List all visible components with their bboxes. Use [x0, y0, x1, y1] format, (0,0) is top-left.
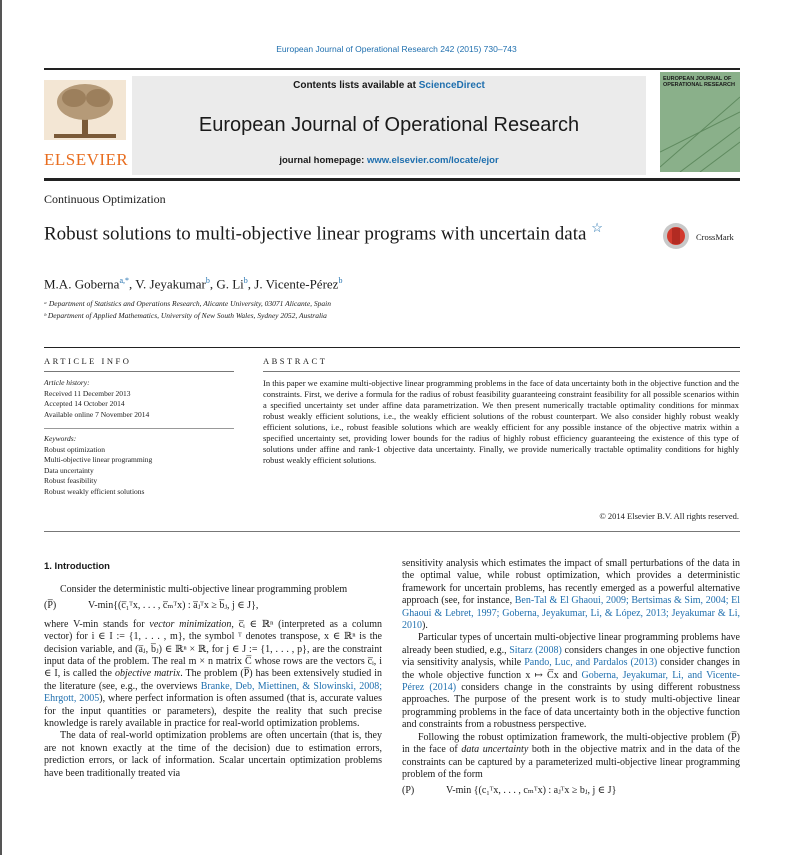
abstract-bottom-rule	[44, 531, 740, 532]
emphasis: objective matrix	[114, 668, 181, 680]
text-run: considers change in the constraints by using different robustness approaches. The purpose of the present work is to study multi-objective linear programming problems in the face of data uncertainty both in the objective function and constraints from a robustness perspective.	[402, 682, 740, 731]
body-column-right	[402, 558, 740, 804]
introduction-heading: 1. Introduction	[44, 561, 110, 572]
contents-line	[132, 80, 646, 91]
author-sep: ,	[129, 276, 136, 292]
header-bottom-rule	[44, 178, 740, 181]
author-affil-sup[interactable]: a,*	[119, 276, 130, 285]
author-name[interactable]: V. Jeyakumar	[135, 276, 206, 292]
paragraph: Consider the deterministic multi-objective linear programming problem	[60, 584, 348, 595]
keywords-divider	[44, 428, 234, 429]
keyword-item: Multi-objective linear programming	[44, 455, 153, 464]
equation-pbar	[44, 600, 382, 612]
keyword-item: Data uncertainty	[44, 465, 94, 475]
homepage-line	[132, 155, 646, 166]
text-run: where V-min stands for	[44, 618, 150, 630]
keyword-item: Robust feasibility	[44, 476, 98, 485]
text-run: . The problem (P̅) has been extensively studied in the literature (see, e.g., the overviews	[44, 668, 382, 692]
emphasis: data uncertainty	[461, 744, 529, 756]
keyword-item: Robust optimization	[44, 444, 106, 454]
text-run: sensitivity analysis which estimates the impact of small perturbations of the data in the optimal value, while robust optimization, which provides a deterministic framework for uncertain problems, has recently emerged as a powerful alternative approach (see, for instance,	[402, 558, 740, 607]
abstract-text: In this paper we examine multi-objective linear programming problems in the face of data uncertainty both in the objective function and the constraints. First, we derive a formula for the radius of robust feasibility guaranteeing constraint feasibility for all possible scenarios within a specified uncertainty set under affine data parametrization. We then present numerically tractable optimality conditions for minmax robust weakly efficient solutions, i.e., the weakly efficient solutions of the robust counterpart. We also consider highly robust weakly efficient solutions, i.e., robust feasible solutions which are weakly efficient for any possible instance of the objective matrix within a specified uncertainty set, providing lower bounds for the radius of highly robust efficiency guaranteeing the existence of this type of solutions under affine and rank-1 objective data uncertainty. Finally, we provide numerically tractable optimality conditions for highly robust weakly efficient solutions.	[263, 378, 739, 465]
info-divider	[44, 371, 234, 372]
article-history	[44, 378, 234, 420]
article-title	[44, 216, 614, 245]
affiliation-a: ᵃ Department of Statistics and Operations Research, Alicante University, 03071 Alicante, Spain	[44, 299, 331, 308]
paragraph	[44, 619, 382, 731]
history-received: Received 11 December 2013	[44, 388, 131, 398]
author-sep: ,	[209, 276, 217, 292]
abstract-heading: ABSTRACT	[263, 356, 328, 366]
author-sep: ,	[247, 276, 255, 292]
author-name[interactable]: J. Vicente-Pérez	[254, 276, 339, 292]
equation-label: (P̅)	[44, 600, 57, 612]
paragraph	[402, 558, 740, 632]
citation-link[interactable]: Pando, Luc, and Pardalos (2013)	[524, 657, 658, 669]
article-info-heading: ARTICLE INFO	[44, 356, 132, 366]
author-list	[44, 276, 342, 292]
title-star-footnote[interactable]: ☆	[591, 220, 603, 235]
keywords-label: Keywords:	[44, 434, 77, 443]
page-edge	[0, 0, 2, 855]
citation-link[interactable]: Ben-Tal & El Ghaoui, 2009; Bertsimas & Sim, 2004; El Ghaoui & Lebret, 1997; Goberna, Jeyakumar, Li, & López, 2013; Jeyakumar & Li, 2010	[402, 595, 740, 632]
paragraph	[402, 632, 740, 731]
contents-prefix: Contents lists available at	[293, 80, 419, 91]
top-rule	[44, 68, 740, 70]
text-run: both in the objective matrix and in the data of the constraints can be captured by a parameterized multi-objective linear programming problem of the form	[402, 744, 740, 780]
paragraph	[402, 732, 740, 782]
text-run: consider changes in the whole objective function x ↦ C̅x and	[402, 657, 740, 681]
elsevier-wordmark: ELSEVIER	[44, 150, 129, 169]
author-affil-sup[interactable]: b	[205, 276, 210, 285]
text-run: Following the robust optimization framework, the multi-objective problem (P̅) in the face of	[402, 731, 740, 756]
equation-label: (P)	[402, 785, 415, 797]
author-name[interactable]: M.A. Goberna	[44, 276, 120, 292]
info-top-rule	[44, 347, 740, 348]
homepage-link[interactable]: www.elsevier.com/locate/ejor	[366, 155, 499, 166]
text-run: Particular types of uncertain multi-objective linear programming problems have already been studied, e.g.,	[402, 632, 740, 656]
homepage-prefix: journal homepage:	[279, 155, 367, 166]
keywords	[44, 434, 234, 497]
copyright: © 2014 Elsevier B.V. All rights reserved.	[599, 511, 739, 521]
text-run: ), where perfect information is often assumed (that is, accurate values for the input quantities or parameters), despite the reality that such precise knowledge is rarely available in practice for real-world optimization problems.	[44, 693, 382, 730]
keyword-item: Robust weakly efficient solutions	[44, 486, 145, 496]
journal-title: European Journal of Operational Research	[198, 114, 580, 136]
history-label: Article history:	[44, 378, 90, 387]
citation-link[interactable]: Goberna, Jeyakumar, Li, and Vicente-Pérez (2014)	[402, 669, 740, 694]
equation-p	[402, 785, 740, 797]
citation-link[interactable]: Sitarz (2008)	[509, 644, 562, 656]
author-affil-sup[interactable]: b	[243, 276, 248, 285]
body-column-left	[44, 584, 382, 780]
history-online: Available online 7 November 2014	[44, 409, 150, 419]
cover-title: EUROPEAN JOURNAL OF OPERATIONAL RESEARCH	[663, 76, 735, 88]
crossmark-label: CrossMark	[696, 232, 734, 242]
journal-citation: European Journal of Operational Research 242 (2015) 730–743	[276, 44, 517, 54]
text-run: ).	[422, 620, 428, 632]
paragraph: The data of real-world optimization problems are often uncertain (that is, they are not known exactly at the time of the decision) due to estimation errors, prediction errors, or lack of information. Scalar uncertain optimization problems have been traditionally treated via	[44, 730, 382, 779]
affiliation-b: ᵇ Department of Applied Mathematics, University of New South Wales, Sydney 2052, Australia	[44, 311, 327, 320]
article-title-text: Robust solutions to multi-objective linear programs with uncertain data	[44, 223, 587, 245]
citation-link[interactable]: Branke, Deb, Miettinen, & Slowinski, 2008; Ehrgott, 2005	[44, 680, 382, 705]
emphasis: vector minimization	[149, 618, 232, 630]
section-label: Continuous Optimization	[44, 192, 166, 206]
equation-body: V-min{(c̅₁ᵀx, . . . , c̅ₘᵀx) : a̅ⱼᵀx ≥ b̅ⱼ, j ∈ J},	[88, 600, 259, 612]
text-run: considers changes in one objective function via sensitivity analysis, while	[402, 644, 740, 669]
text-run: , c̅ᵢ ∈ ℝⁿ (interpreted as a column vector) for i ∈ I := {1, . . . , m}, the symbol ᵀ denotes transpose, x ∈ ℝⁿ is the decision variable, and (a̅ⱼ, b̅ⱼ) ∈ ℝⁿ × ℝ, for j ∈ J := {1, . . . , p}, are the constraint input data of the problem. The real m × n matrix C̅ whose rows are the vectors c̅ᵢ, i ∈ I, is called the	[44, 618, 382, 680]
equation-body: V-min {(c₁ᵀx, . . . , cₘᵀx) : aⱼᵀx ≥ bⱼ, j ∈ J}	[446, 785, 617, 797]
abstract-divider	[263, 371, 740, 372]
history-accepted: Accepted 14 October 2014	[44, 399, 125, 408]
sciencedirect-link[interactable]: ScienceDirect	[418, 80, 485, 91]
author-affil-sup[interactable]: b	[338, 276, 343, 285]
author-name[interactable]: G. Li	[216, 276, 244, 292]
journal-cover-thumbnail	[660, 72, 740, 172]
elsevier-tree-logo	[44, 80, 126, 140]
